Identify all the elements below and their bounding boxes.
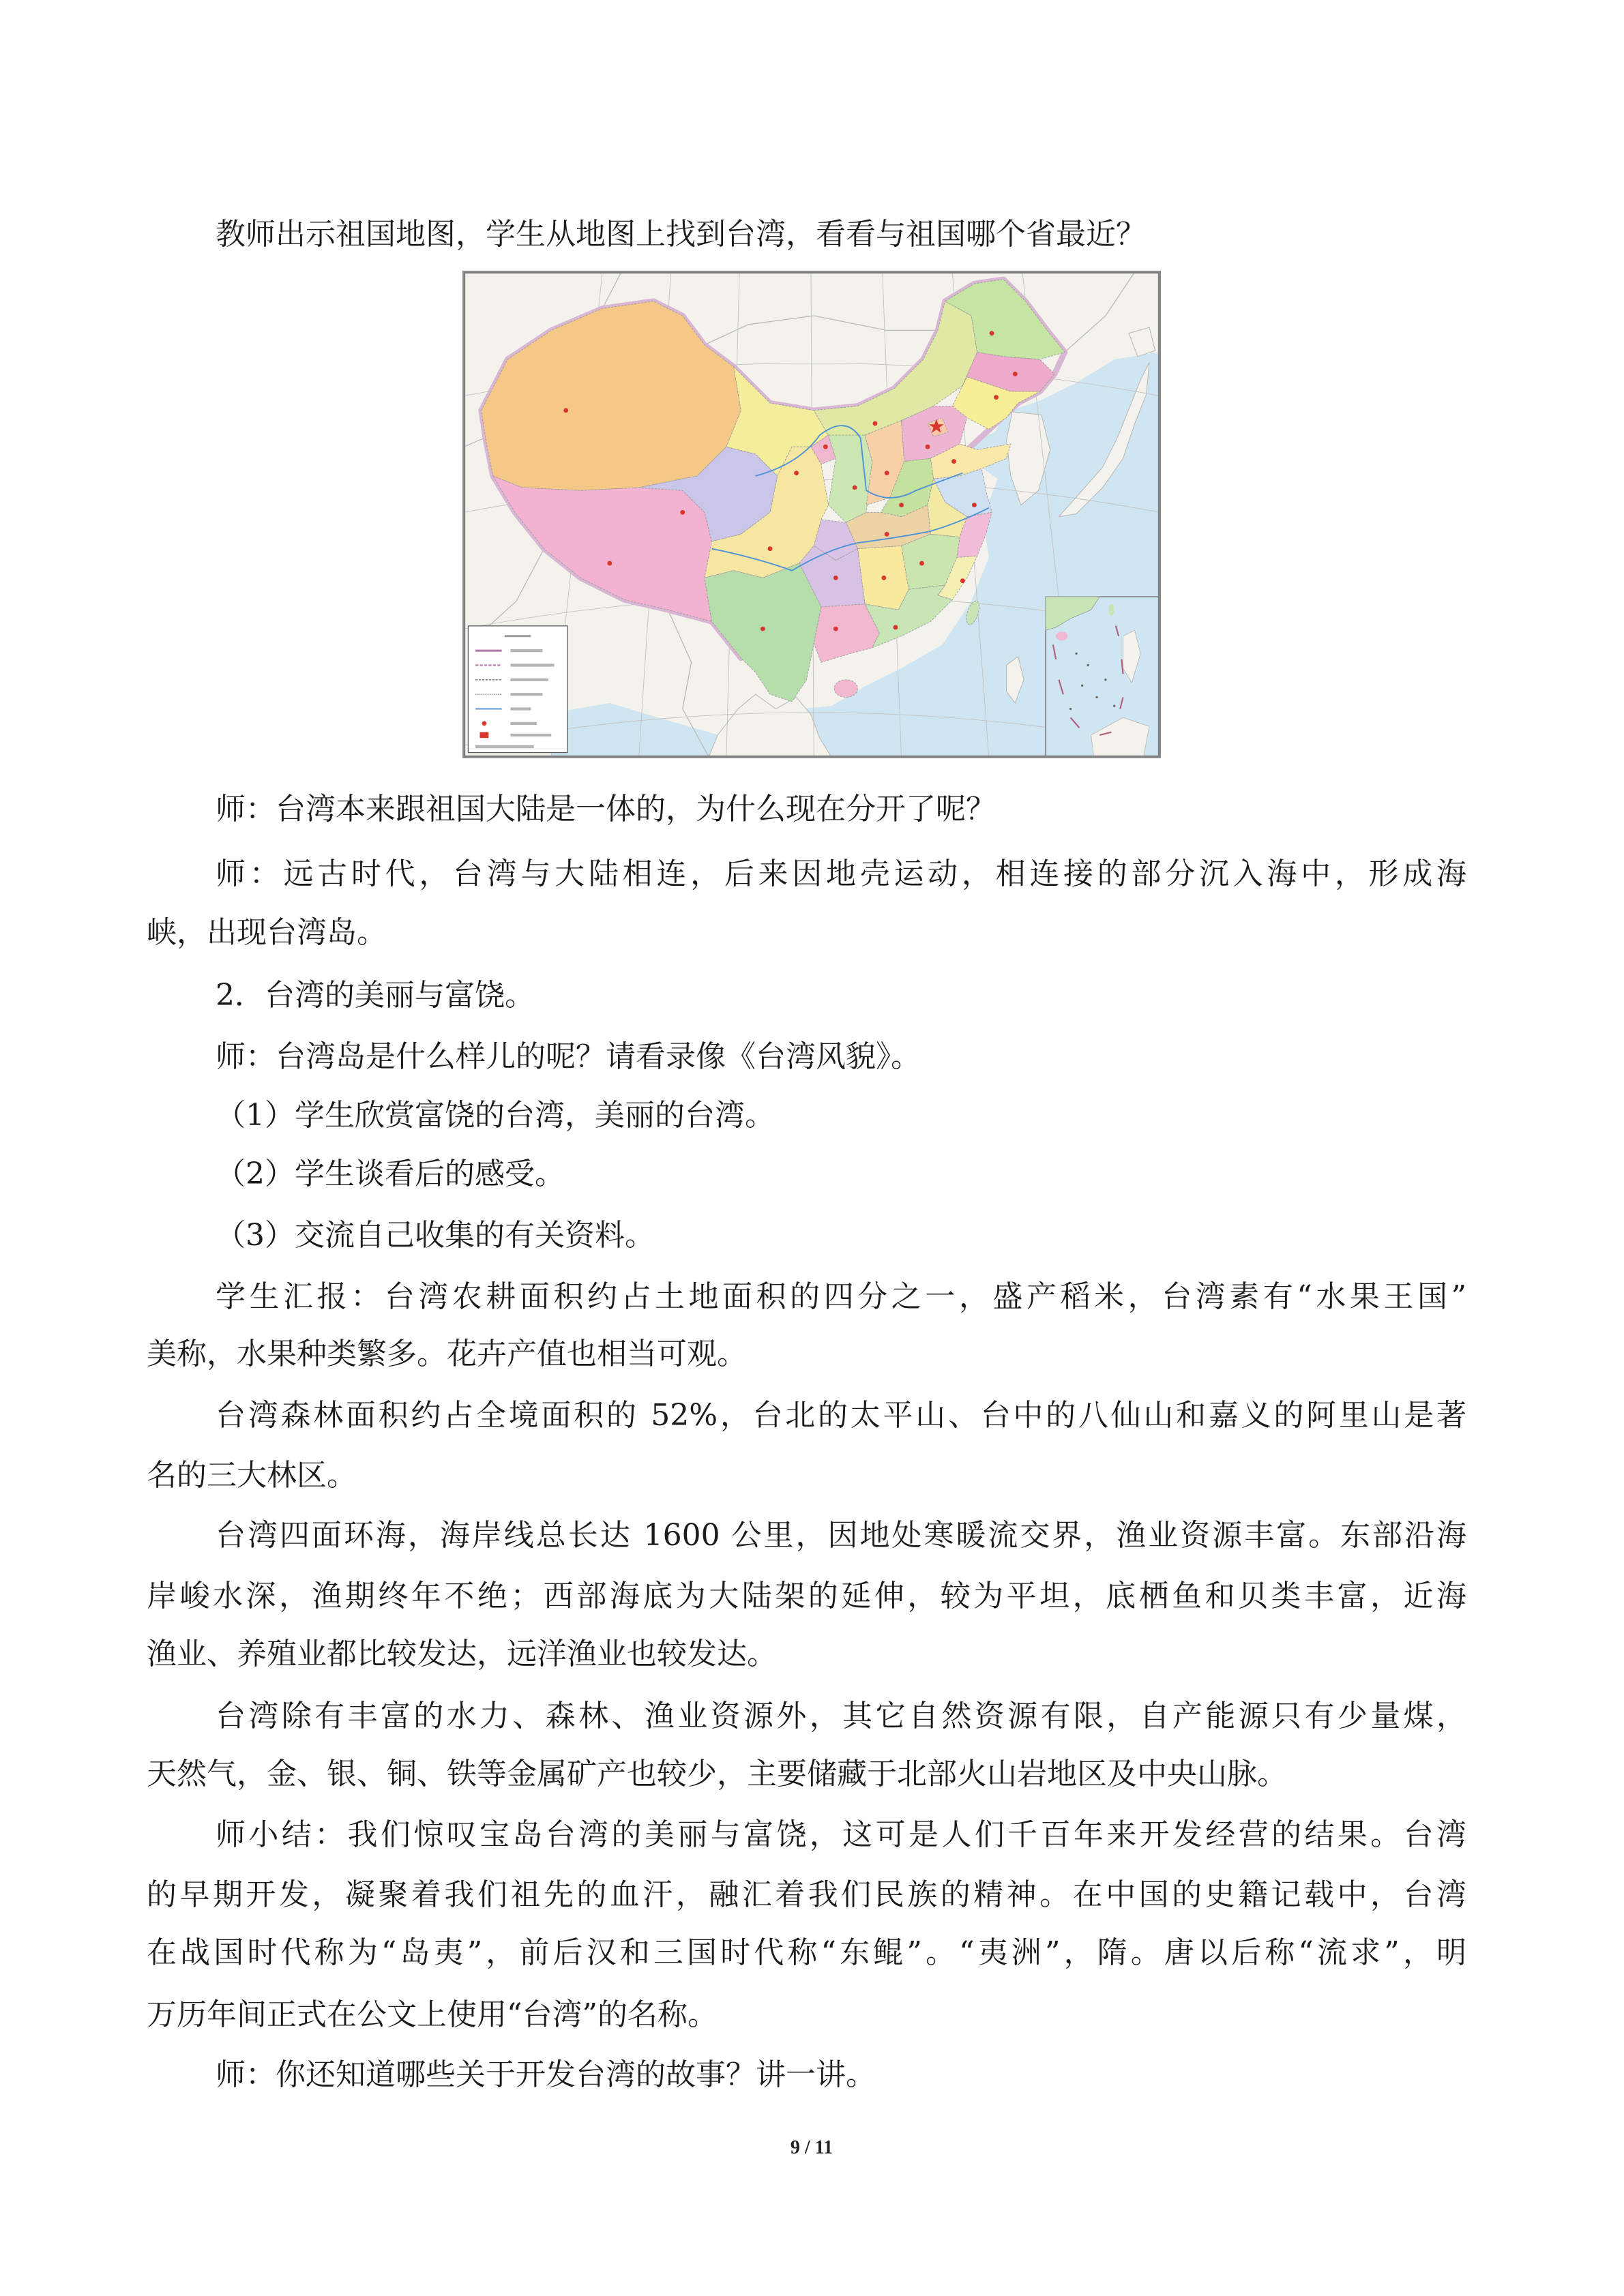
- city-dot: [951, 459, 956, 464]
- city-dot: [926, 445, 930, 449]
- city-dot: [885, 471, 889, 475]
- paragraph-line: 岸峻水深，渔期终年不绝；西部海底为大陆架的延伸，较为平坦，底栖鱼和贝类丰富，近海: [147, 1579, 1466, 1613]
- paragraph-line: 师：台湾岛是什么样儿的呢？请看录像《台湾风貌》。: [216, 1039, 921, 1074]
- city-dot: [680, 510, 685, 515]
- city-dot: [994, 395, 999, 400]
- city-dot: [899, 503, 904, 507]
- paragraph-line: 台湾除有丰富的水力、森林、渔业资源外，其它自然资源有限，自产能源只有少量煤，: [216, 1699, 1466, 1733]
- paragraph-line: 师：台湾本来跟祖国大陆是一体的，为什么现在分开了呢？: [216, 792, 996, 826]
- paragraph-line: 师小结：我们惊叹宝岛台湾的美丽与富饶，这可是人们千百年来开发经营的结果。台湾: [216, 1817, 1466, 1852]
- legend-entry-bar: [510, 722, 536, 725]
- paragraph-line: 台湾森林面积约占全境面积的 52%，台北的太平山、台中的八仙山和嘉义的阿里山是著: [216, 1398, 1466, 1433]
- island-dot: [1104, 679, 1106, 681]
- numbered-item: （1）学生欣赏富饶的台湾，美丽的台湾。: [216, 1098, 775, 1133]
- city-dot: [833, 627, 838, 631]
- china-map-image: [464, 272, 1160, 757]
- inset-taiwan-island: [1108, 604, 1114, 616]
- hainan-island: [834, 680, 857, 698]
- paragraph-line: 美称，水果种类繁多。花卉产值也相当可观。: [147, 1337, 747, 1371]
- legend-entry-bar: [510, 679, 548, 681]
- south-china-sea-inset: [1046, 597, 1160, 757]
- island-dot: [1069, 708, 1072, 710]
- city-dot: [833, 576, 838, 580]
- legend-entry-bar: [510, 664, 554, 666]
- paragraph-line: 学生汇报：台湾农耕面积约占土地面积的四分之一，盛产稻米，台湾素有“水果王国”: [216, 1279, 1466, 1314]
- city-dot: [794, 471, 799, 475]
- city-dot: [853, 486, 857, 490]
- paragraph-line: 的早期开发，凝聚着我们祖先的血汗，融汇着我们民族的精神。在中国的史籍记载中，台湾: [147, 1877, 1466, 1912]
- city-dot: [873, 421, 878, 426]
- paragraph-line: 师：你还知道哪些关于开发台湾的故事？讲一讲。: [216, 2057, 876, 2092]
- city-dot: [885, 532, 889, 537]
- china-map-figure: [462, 271, 1161, 758]
- numbered-item: （3）交流自己收集的有关资料。: [216, 1218, 655, 1253]
- city-dot: [894, 625, 898, 630]
- city-dot: [990, 331, 994, 336]
- island-dot: [1095, 696, 1097, 698]
- city-dot: [919, 561, 924, 566]
- city-dot: [607, 561, 612, 566]
- legend-entry-bar: [510, 707, 531, 710]
- island-dot: [1087, 664, 1089, 666]
- city-dot: [972, 503, 977, 507]
- legend-entry-bar: [510, 693, 542, 696]
- legend-entry-bar: [510, 649, 542, 652]
- city-dot: [823, 445, 828, 449]
- paragraph-line: 天然气，金、银、铜、铁等金属矿产也较少，主要储藏于北部火山岩地区及中央山脉。: [147, 1757, 1287, 1791]
- city-dot: [1013, 372, 1018, 376]
- paragraph-line: 台湾四面环海，海岸线总长达 1600 公里，因地处寒暖流交界，渔业资源丰富。东部沿海: [216, 1518, 1466, 1553]
- island-dot: [1113, 705, 1115, 707]
- map-legend-box: [468, 626, 567, 753]
- legend-sample-city: [482, 721, 487, 726]
- paragraph-line: 万历年间正式在公文上使用“台湾”的名称。: [147, 1997, 718, 2032]
- paragraph-line: 教师出示祖国地图，学生从地图上找到台湾，看看与祖国哪个省最近？: [216, 217, 1146, 252]
- paragraph-line: 名的三大林区。: [147, 1458, 357, 1493]
- page-number: 9 / 11: [790, 2137, 833, 2158]
- legend-entry-bar: [475, 745, 534, 748]
- city-dot: [761, 627, 765, 631]
- paragraph-line: 师：远古时代，台湾与大陆相连，后来因地壳运动，相连接的部分沉入海中，形成海: [216, 856, 1466, 891]
- paragraph-line: 峡，出现台湾岛。: [147, 915, 387, 950]
- legend-entry-bar: [510, 734, 551, 736]
- numbered-item: （2）学生谈看后的感受。: [216, 1157, 565, 1191]
- paragraph-line: 渔业、养殖业都比较发达，远洋渔业也较发达。: [147, 1637, 777, 1671]
- section-heading: 2．台湾的美丽与富饶。: [216, 978, 535, 1013]
- legend-sample-capital: [480, 732, 489, 739]
- city-dot: [563, 408, 568, 413]
- inset-hainan-island: [1056, 631, 1067, 640]
- city-dot: [768, 546, 773, 551]
- city-dot: [881, 576, 886, 580]
- island-dot: [1081, 685, 1083, 687]
- city-dot: [960, 578, 965, 583]
- paragraph-line: 在战国时代称为“岛夷”，前后汉和三国时代称“东鲲”。“夷洲”，隋。唐以后称“流求”，明: [147, 1935, 1466, 1970]
- island-dot: [1075, 653, 1077, 655]
